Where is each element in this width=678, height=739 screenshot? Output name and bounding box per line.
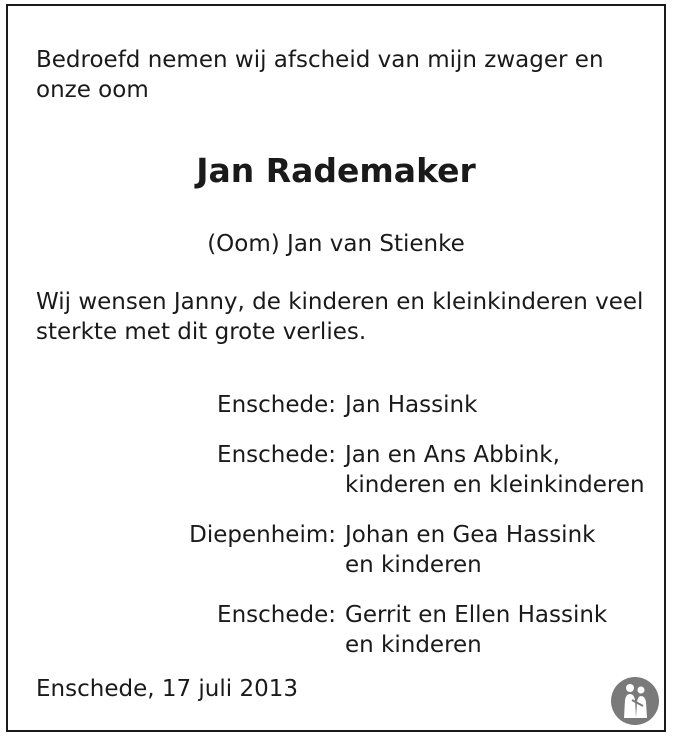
signer-name-line: en kinderen	[345, 632, 482, 658]
signer-entry	[8, 520, 664, 580]
signer-place: Enschede:	[217, 392, 336, 418]
signer-entry	[8, 440, 664, 500]
nickname: (Oom) Jan van Stienke	[207, 231, 465, 257]
signer-name-line: Jan en Ans Abbink,	[345, 442, 560, 468]
signer-names	[336, 600, 607, 660]
signer-place: Enschede:	[217, 442, 336, 468]
intro-line-2: onze oom	[36, 77, 149, 103]
signer-name-line: en kinderen	[345, 552, 482, 578]
intro-text	[36, 45, 604, 105]
signer-name-line: Jan Hassink	[345, 392, 478, 418]
deceased-name: Jan Rademaker	[196, 151, 476, 190]
signer-names	[336, 520, 595, 580]
death-notice-card	[6, 4, 666, 732]
signer-name-line: Johan en Gea Hassink	[345, 522, 596, 548]
condolence-line-1: Wij wensen Janny, de kinderen en kleinkinderen veel	[36, 289, 644, 315]
signer-names	[336, 390, 477, 420]
mourning-figures-icon	[610, 676, 660, 726]
place-date: Enschede, 17 juli 2013	[36, 676, 299, 702]
intro-line-1: Bedroefd nemen wij afscheid van mijn zwager en	[36, 47, 604, 73]
signer-names	[336, 440, 645, 500]
signer-entry	[8, 390, 664, 420]
signer-place: Diepenheim:	[189, 522, 336, 548]
condolence-line-2: sterkte met dit grote verlies.	[36, 319, 367, 345]
signer-place: Enschede:	[217, 602, 336, 628]
condolence-text	[36, 287, 643, 347]
signer-name-line: Gerrit en Ellen Hassink	[345, 602, 608, 628]
signer-entry	[8, 600, 664, 660]
signers-list	[8, 390, 664, 680]
signer-name-line: kinderen en kleinkinderen	[345, 472, 645, 498]
